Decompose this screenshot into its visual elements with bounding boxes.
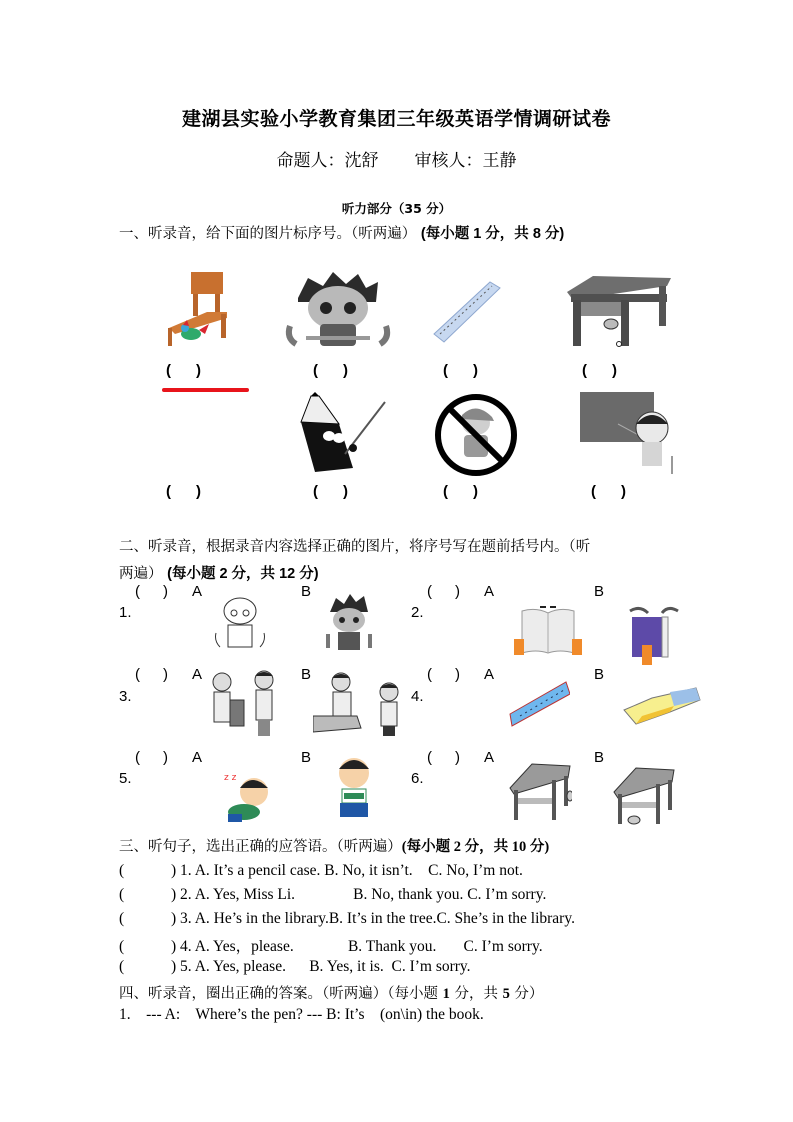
- s2-num-2: 2.: [411, 604, 424, 621]
- answer-bracket-2[interactable]: ( ): [313, 362, 348, 379]
- s3-answer-bracket-4[interactable]: (: [119, 938, 125, 955]
- s3-question-1: ( ) 1. A. It’s a pencil case. B. No, it isn’t. C. No, I’m not.: [119, 862, 523, 879]
- s2-num-5: 5.: [119, 770, 132, 787]
- answer-bracket-6[interactable]: ( ): [313, 483, 348, 500]
- s3-question-2: ( ) 2. A. Yes, Miss Li. B. No, thank you. C. I’m sorry.: [119, 886, 547, 903]
- s4-question-1[interactable]: 1. --- A: Where’s the pen? --- B: It’s (on\in) the book.: [119, 1006, 484, 1023]
- s2-bracket-1[interactable]: ( ): [135, 583, 168, 600]
- s2-option-a-1: A: [192, 583, 203, 600]
- s2-bracket-4[interactable]: ( ): [427, 666, 460, 683]
- part-title: 听力部分（35 分）: [341, 201, 452, 216]
- answer-bracket-5[interactable]: ( ): [166, 483, 201, 500]
- section2-heading-line1: 二、听录音，根据录音内容选择正确的图片，将序号写在题前括号内。（听: [119, 539, 591, 555]
- close-book-icon: [620, 605, 688, 665]
- boy-and-girl-at-desk-icon: [313, 670, 405, 736]
- s3-answer-bracket-1[interactable]: (: [119, 862, 125, 879]
- s2-option-a-5: A: [192, 749, 203, 766]
- s2-num-4: 4.: [411, 688, 424, 705]
- section2-heading-text: 两遍）: [119, 566, 163, 582]
- section4-score-per: 1: [442, 986, 450, 1002]
- s3-question-5: ( ) 5. A. Yes, please. B. Yes, it is. C. I’m sorry.: [119, 958, 471, 975]
- s2-bracket-5[interactable]: ( ): [135, 749, 168, 766]
- svg-text:z z: z z: [224, 773, 237, 783]
- s2-option-b-4: B: [594, 666, 605, 683]
- answer-bracket-1[interactable]: ( ): [166, 362, 201, 379]
- s2-num-3: 3.: [119, 688, 132, 705]
- answer-bracket-8[interactable]: ( ): [591, 483, 626, 500]
- answer-bracket-3[interactable]: ( ): [443, 362, 478, 379]
- blue-ruler-icon: [508, 680, 570, 728]
- s2-num-1: 1.: [119, 604, 132, 621]
- section1-score: (每小题 1 分，共 8 分): [420, 226, 565, 242]
- section3-score: (每小题 2 分，共 10 分): [401, 839, 550, 855]
- section4-heading-mid: 分，共: [449, 986, 503, 1002]
- section4-heading: [119, 982, 543, 1003]
- answer-bracket-4[interactable]: ( ): [582, 362, 617, 379]
- boy-sit-down-icon: [278, 268, 398, 348]
- s2-option-a-4: A: [484, 666, 495, 683]
- section2-score: (每小题 2 分，共 12 分): [167, 566, 319, 582]
- s2-option-a-2: A: [484, 583, 495, 600]
- s3-answer-bracket-3[interactable]: (: [119, 910, 125, 927]
- answer-bracket-7[interactable]: ( ): [443, 483, 478, 500]
- chair-with-bird-icon: [163, 270, 235, 346]
- section2-heading-line2: [119, 562, 319, 583]
- bird-behind-desk-icon: [508, 760, 572, 822]
- page-title: 建湖县实验小学教育集团三年级英语学情调研试卷: [181, 108, 611, 130]
- happy-boy-icon: [330, 753, 378, 821]
- s2-num-6: 6.: [411, 770, 424, 787]
- s3-question-4: ( ) 4. A. Yes，please. B. Thank you. C. I’m sorry.: [119, 938, 543, 955]
- s3-question-3: ( ) 3. A. He’s in the library.B. It’s in the tree.C. She’s in the library.: [119, 910, 575, 927]
- section3-heading-text: 三、听句子，选出正确的应答语。（听两遍）: [119, 839, 402, 855]
- s2-option-a-6: A: [484, 749, 495, 766]
- girl-at-blackboard-icon: [578, 388, 676, 476]
- section1-heading: [119, 222, 564, 243]
- desk-with-bird-under-icon: [563, 272, 673, 350]
- author-label: 命题人：沈舒: [276, 151, 379, 171]
- section3-heading: [119, 835, 549, 856]
- section4-heading-text: 四、听录音，圈出正确的答案。（听两遍）（每小题: [119, 986, 443, 1002]
- s2-option-a-3: A: [192, 666, 203, 683]
- boy-stand-up-outline-icon: [210, 595, 270, 651]
- pencil-with-pointer-icon: [295, 392, 390, 474]
- ruler-icon: [430, 276, 502, 344]
- red-underline-mark: [162, 388, 249, 392]
- authors-line: [0, 146, 793, 171]
- eraser-icon: [622, 686, 702, 728]
- s2-option-b-1: B: [301, 583, 312, 600]
- girl-giving-bag-to-boy-icon: [208, 670, 280, 736]
- s2-bracket-3[interactable]: ( ): [135, 666, 168, 683]
- s2-bracket-6[interactable]: ( ): [427, 749, 460, 766]
- s2-option-b-3: B: [301, 666, 312, 683]
- section1-heading-text: 一、听录音，给下面的图片标序号。（听两遍）: [119, 226, 417, 242]
- bird-under-desk-icon: [612, 764, 676, 826]
- s3-answer-bracket-2[interactable]: (: [119, 886, 125, 903]
- section4-score-total: 5: [502, 986, 510, 1002]
- section4-heading-end: 分）: [509, 986, 544, 1002]
- sleeping-boy-icon: [222, 770, 274, 824]
- open-book-icon: [512, 605, 584, 655]
- reviewer-label: 审核人：王静: [414, 151, 517, 171]
- s3-answer-bracket-5[interactable]: (: [119, 958, 125, 975]
- boy-sit-down-icon: [322, 592, 376, 652]
- s2-option-b-2: B: [594, 583, 605, 600]
- s2-bracket-2[interactable]: ( ): [427, 583, 460, 600]
- s2-option-b-5: B: [301, 749, 312, 766]
- no-boy-prohibited-icon: [434, 393, 518, 477]
- s2-option-b-6: B: [594, 749, 605, 766]
